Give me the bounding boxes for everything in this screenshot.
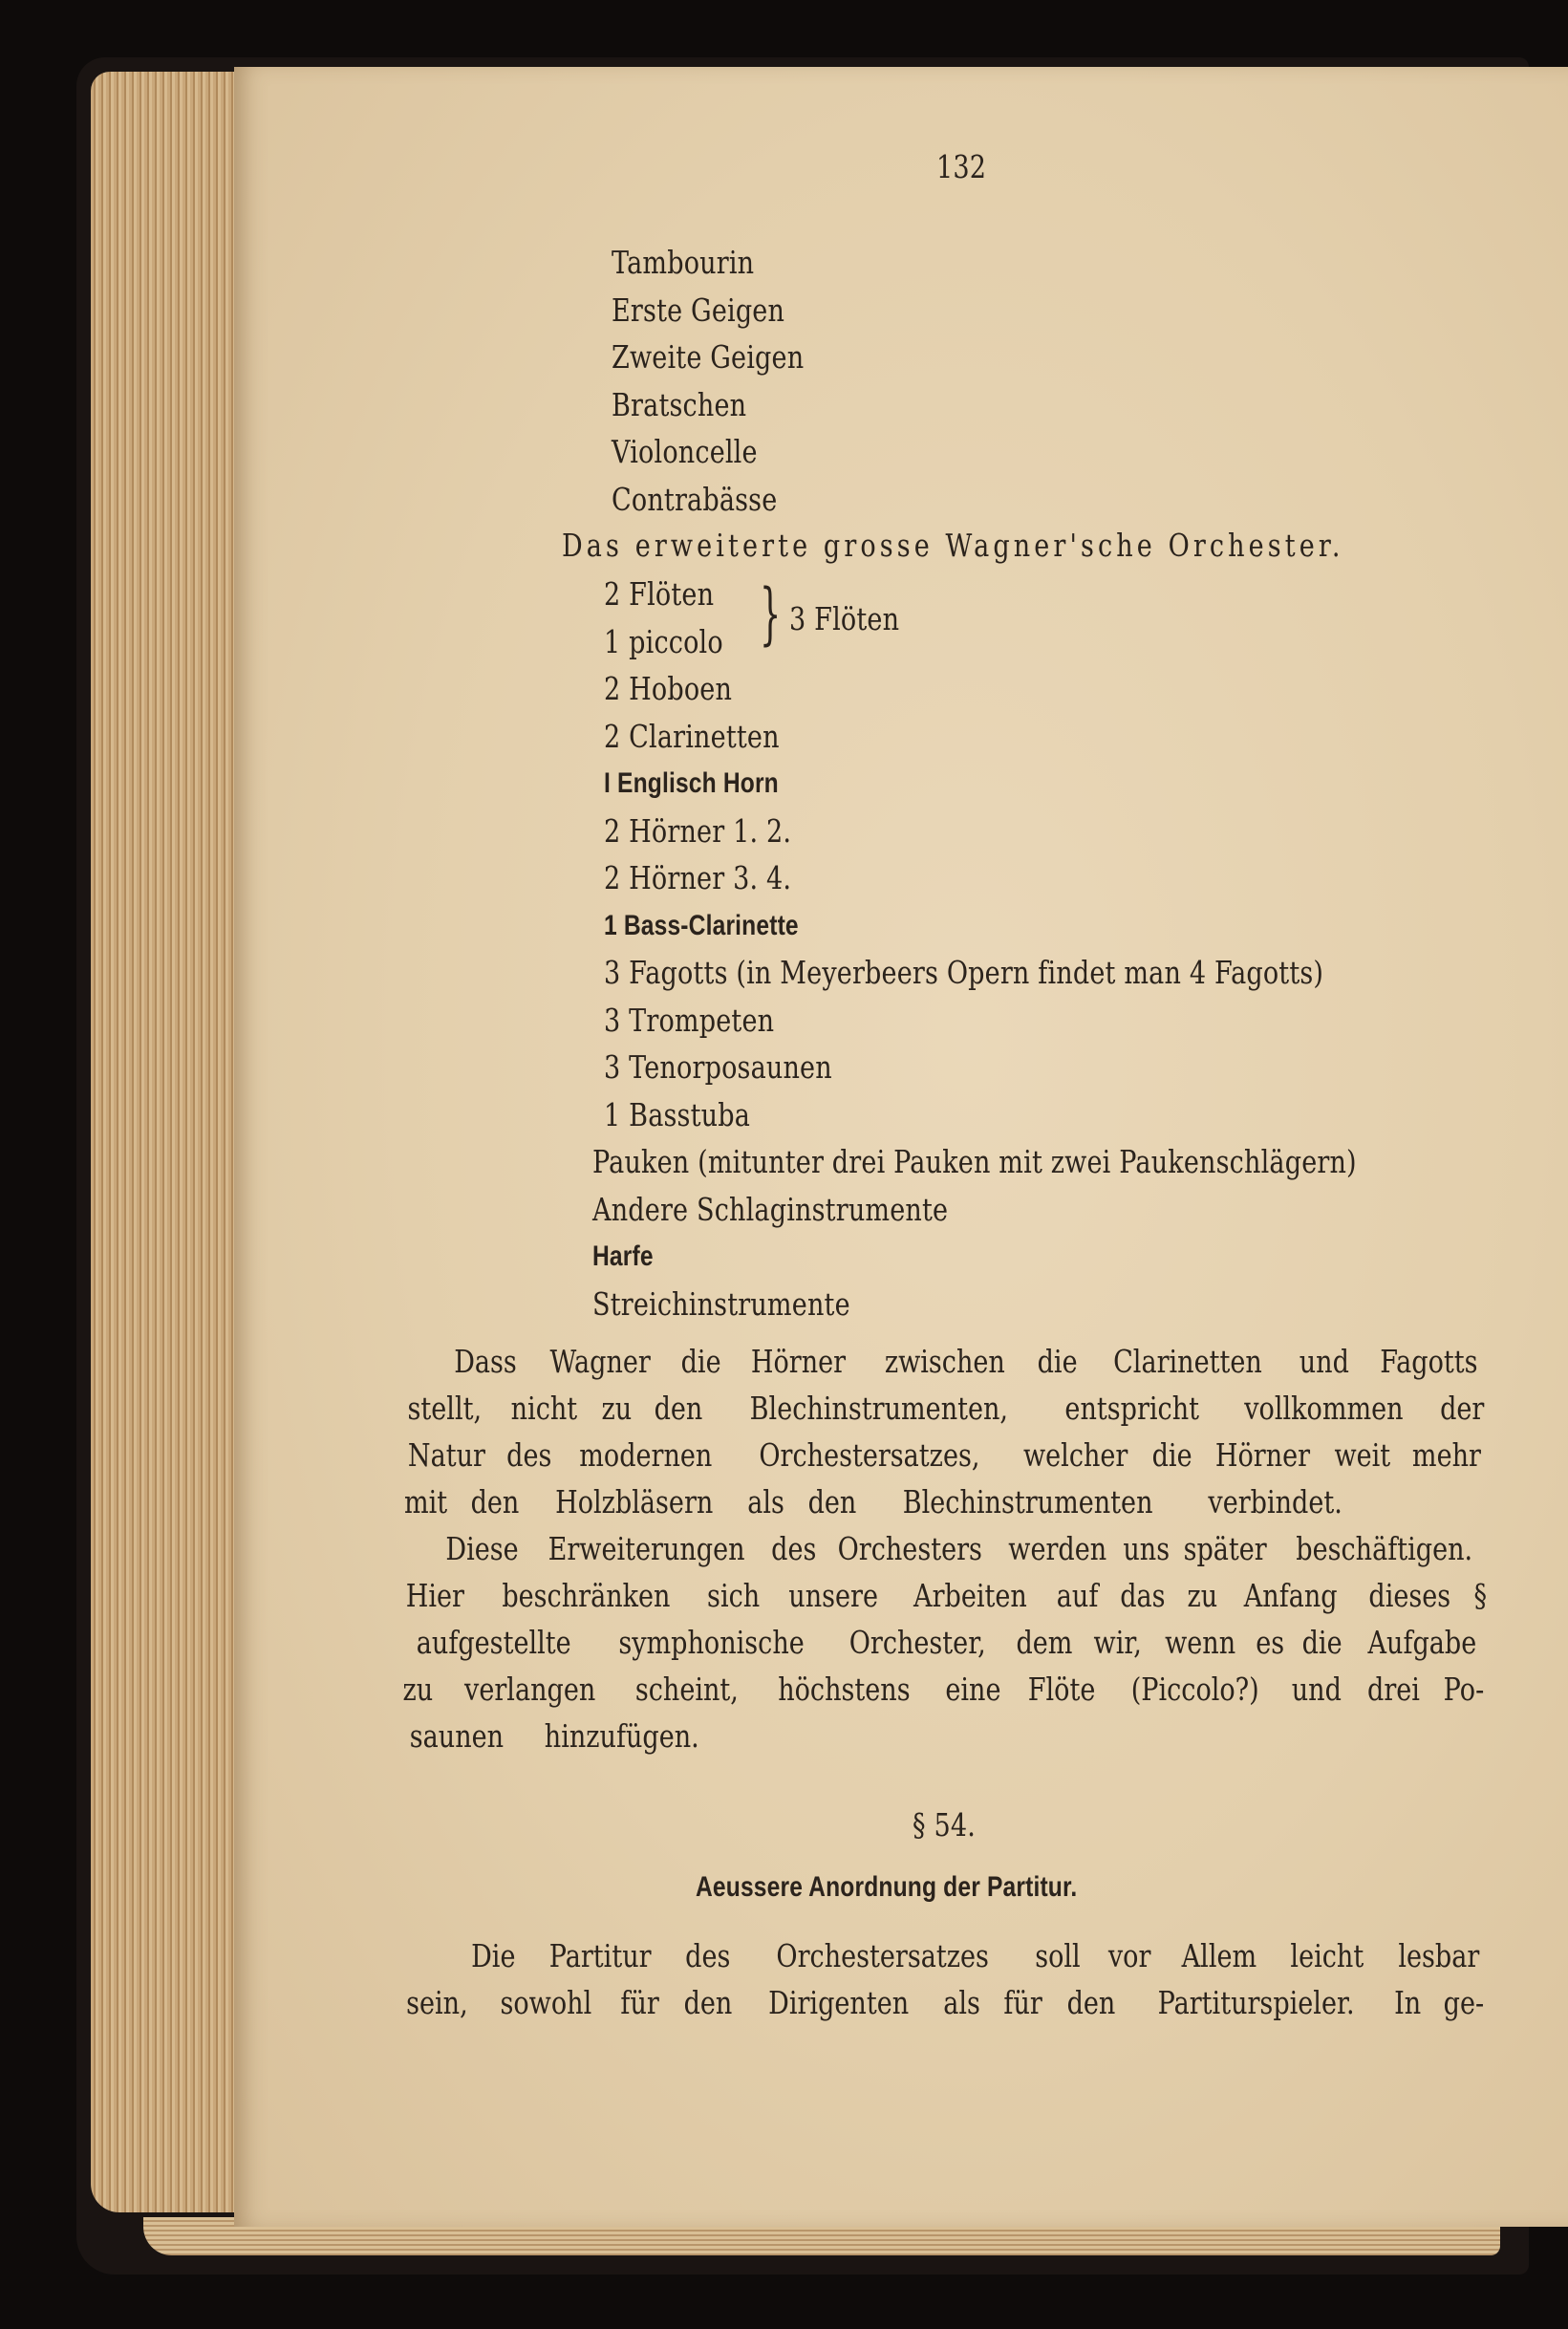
list-item: Tambourin (612, 244, 755, 281)
list-item: 2 Hoboen (604, 670, 733, 707)
text-line: Dass Wagner die Hörner zwischen die Clarinetten und Fagotts (454, 1343, 1478, 1380)
text-line: sein, sowohl für den Dirigenten als für den Partiturspieler. In ge- (406, 1984, 1485, 2021)
list-item: 3 Trompeten (604, 1001, 775, 1039)
list-item: Bratschen (612, 385, 747, 423)
text-line: Natur des modernen Orchestersatzes, welcher die Hörner weit mehr (407, 1436, 1481, 1474)
list-item: Contrabässe (612, 480, 778, 518)
list-item: Erste Geigen (612, 291, 785, 329)
list-item: Streichinstrumente (592, 1284, 850, 1323)
section-number: § 54. (913, 1806, 976, 1844)
list-item: 2 Flöten (604, 575, 715, 613)
list-item: Pauken (mitunter drei Pauken mit zwei Paukenschlägern) (592, 1143, 1357, 1180)
brace-icon: } (760, 574, 782, 653)
text-line: zu verlangen scheint, höchstens eine Flöte (Piccolo?) und drei Po- (402, 1671, 1485, 1708)
list-item: 3 Fagotts (in Meyerbeers Opern findet man 4 Fagotts) (604, 954, 1324, 991)
list-item: Zweite Geigen (612, 338, 805, 376)
text-line: saunen hinzufügen. (409, 1717, 699, 1755)
paragraph-1 (399, 1338, 1489, 1525)
list-item: 2 Hörner 3. 4. (604, 859, 792, 896)
paragraph-3 (399, 1932, 1489, 2026)
text-line: Hier beschränken sich unsere Arbeiten auf das zu Anfang dieses § (405, 1577, 1488, 1614)
text-line: Diese Erweiterungen des Orchesters werden uns später beschäftigen. (445, 1530, 1472, 1567)
list-item: 1 Basstuba (604, 1095, 751, 1133)
page-number: 132 (936, 148, 987, 185)
page-edges (91, 72, 244, 2212)
list-item: 2 Hörner 1. 2. (604, 811, 792, 850)
paragraph-2 (399, 1525, 1489, 1759)
list-item: Violoncelle (612, 433, 758, 470)
text-line: Die Partitur des Orchestersatzes soll vor Allem leicht lesbar (471, 1937, 1480, 1974)
list-item: Andere Schlaginstrumente (592, 1190, 949, 1228)
list-item: 1 Bass-Clarinette (604, 909, 799, 941)
list-item: 3 Tenorposaunen (604, 1048, 832, 1086)
list-item: 2 Clarinetten (604, 717, 780, 755)
text-line: mit den Holzbläsern als den Blechinstrumenten verbindet. (403, 1483, 1342, 1520)
list-item: 1 piccolo (604, 622, 723, 660)
section-title: Aeussere Anordnung der Partitur. (696, 1871, 1078, 1903)
text-line: aufgestellte symphonische Orchester, dem wir, wenn es die Aufgabe (416, 1624, 1477, 1661)
brace-label: 3 Flöten (789, 600, 900, 637)
text-line: stellt, nicht zu den Blechinstrumenten, entspricht vollkommen der (407, 1390, 1484, 1427)
list-item: I Englisch Horn (604, 767, 779, 799)
wagner-orchestra-heading: Das erweiterte grosse Wagner'sche Orchester. (562, 527, 1344, 564)
list-item: Harfe (592, 1240, 654, 1272)
